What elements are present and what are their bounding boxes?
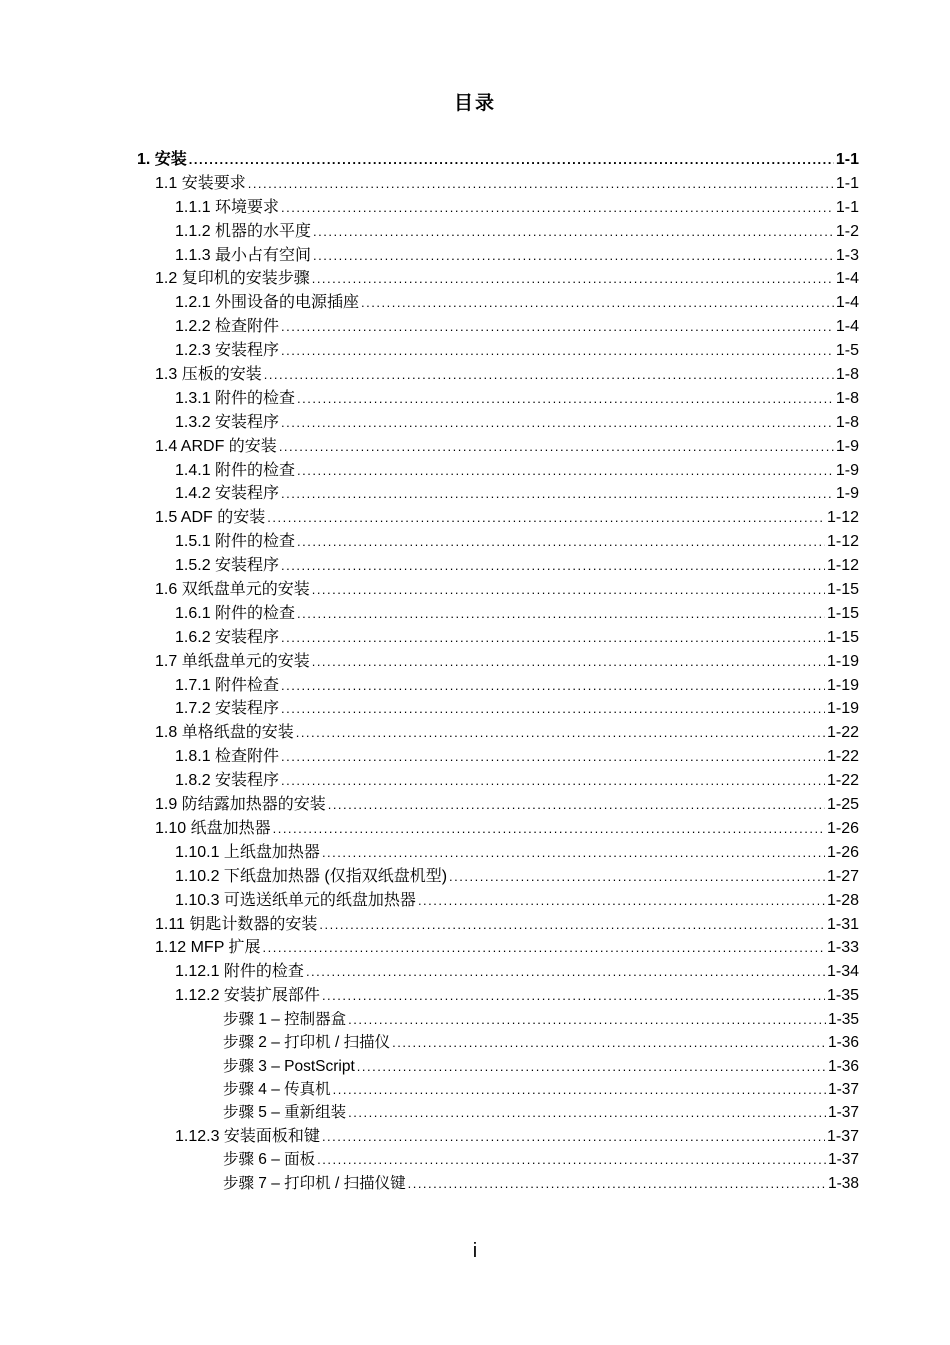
toc-entry-label: 1.7.2 安装程序 — [175, 700, 280, 718]
table-of-contents — [137, 148, 859, 1195]
toc-entry-page: 1-12 — [826, 557, 859, 575]
toc-entry-label: 1.12.3 安装面板和键 — [175, 1127, 320, 1145]
toc-entry-label: 1.9 防结露加热器的安装 — [155, 796, 326, 814]
toc-entry-page: 1-9 — [835, 485, 859, 503]
dot-leader — [322, 1125, 825, 1149]
toc-entry-label: 步骤 7 – 打印机 / 扫描仪键 — [223, 1174, 406, 1192]
toc-entry-label: 1.2 复印机的安装步骤 — [155, 270, 310, 288]
toc-entry-label: 1.6.2 安装程序 — [175, 628, 280, 646]
toc-entry[interactable] — [137, 172, 859, 196]
toc-entry[interactable] — [137, 984, 859, 1008]
toc-entry-label: 1.1.1 环境要求 — [175, 198, 280, 216]
dot-leader — [281, 339, 834, 363]
dot-leader — [248, 172, 834, 196]
dot-leader — [281, 196, 834, 220]
toc-entry-page: 1-4 — [835, 270, 859, 288]
toc-entry-page: 1-36 — [827, 1034, 859, 1052]
toc-entry[interactable] — [137, 267, 859, 291]
toc-entry-label: 1.1.2 机器的水平度 — [175, 222, 312, 240]
toc-entry-label: 步骤 1 – 控制器盒 — [223, 1011, 347, 1029]
toc-entry[interactable] — [137, 220, 859, 244]
toc-entry-page: 1-25 — [826, 796, 859, 814]
toc-entry-page: 1-22 — [826, 772, 859, 790]
toc-entry-page: 1-12 — [826, 533, 859, 551]
toc-entry[interactable] — [137, 244, 859, 268]
page-title: 目录 — [453, 92, 496, 114]
toc-entry[interactable] — [137, 482, 859, 506]
toc-entry[interactable] — [137, 960, 859, 984]
toc-entry[interactable] — [137, 1078, 859, 1101]
dot-leader — [328, 793, 825, 817]
dot-leader — [296, 721, 825, 745]
toc-entry-page: 1-3 — [835, 246, 859, 264]
toc-entry[interactable] — [137, 769, 859, 793]
toc-entry[interactable] — [137, 1148, 859, 1171]
toc-entry[interactable] — [137, 865, 859, 889]
toc-entry[interactable] — [137, 148, 859, 172]
toc-entry-page: 1-19 — [826, 676, 859, 694]
toc-entry-page: 1-33 — [826, 939, 859, 957]
dot-leader — [263, 936, 825, 960]
dot-leader — [313, 220, 834, 244]
toc-entry-label: 1.6.1 附件的检查 — [175, 604, 296, 622]
toc-entry[interactable] — [137, 506, 859, 530]
toc-entry-label: 1.5.2 安装程序 — [175, 557, 280, 575]
toc-entry[interactable] — [137, 1172, 859, 1195]
toc-entry-page: 1-31 — [826, 915, 859, 933]
dot-leader — [273, 817, 825, 841]
toc-entry-page: 1-5 — [835, 342, 859, 360]
toc-entry-page: 1-38 — [827, 1174, 859, 1192]
dot-leader — [267, 506, 825, 530]
dot-leader — [281, 745, 825, 769]
dot-leader — [357, 1055, 826, 1078]
dot-leader — [312, 578, 825, 602]
toc-entry-label: 1.2.2 检查附件 — [175, 318, 280, 336]
toc-entry-page: 1-4 — [835, 294, 859, 312]
toc-entry-label: 1.5.1 附件的检查 — [175, 533, 296, 551]
toc-entry[interactable] — [137, 459, 859, 483]
toc-entry-label: 1.8.1 检查附件 — [175, 748, 280, 766]
toc-entry-page: 1-34 — [826, 963, 859, 981]
dot-leader — [281, 554, 825, 578]
dot-leader — [297, 530, 825, 554]
toc-entry-page: 1-4 — [835, 318, 859, 336]
toc-entry-page: 1-22 — [826, 724, 859, 742]
dot-leader — [281, 626, 825, 650]
toc-entry[interactable] — [137, 936, 859, 960]
toc-entry-label: 1.8.2 安装程序 — [175, 772, 280, 790]
toc-entry-label: 1.10.2 下纸盘加热器 (仅指双纸盘机型) — [175, 867, 448, 885]
dot-leader — [348, 1101, 826, 1124]
toc-entry-page: 1-35 — [826, 987, 859, 1005]
dot-leader — [281, 482, 834, 506]
toc-entry[interactable] — [137, 674, 859, 698]
dot-leader — [348, 1008, 826, 1031]
dot-leader — [281, 411, 834, 435]
toc-entry-label: 步骤 3 – PostScript — [223, 1057, 355, 1075]
toc-entry-label: 步骤 4 – 传真机 — [223, 1080, 331, 1098]
toc-entry-page: 1-37 — [827, 1080, 859, 1098]
toc-entry-label: 1.1.3 最小占有空间 — [175, 246, 312, 264]
dot-leader — [279, 435, 834, 459]
toc-entry-page: 1-9 — [835, 437, 859, 455]
dot-leader — [392, 1031, 826, 1054]
dot-leader — [281, 674, 825, 698]
toc-entry-page: 1-19 — [826, 652, 859, 670]
toc-entry-page: 1-1 — [835, 174, 859, 192]
toc-entry[interactable] — [137, 339, 859, 363]
toc-entry[interactable] — [137, 626, 859, 650]
toc-entry[interactable] — [137, 1055, 859, 1078]
toc-entry-label: 步骤 6 – 面板 — [223, 1151, 316, 1169]
dot-leader — [322, 984, 825, 1008]
toc-entry-label: 1.4.1 附件的检查 — [175, 461, 296, 479]
toc-entry[interactable] — [137, 817, 859, 841]
dot-leader — [306, 960, 825, 984]
dot-leader — [281, 697, 825, 721]
toc-entry-page: 1-1 — [835, 198, 859, 216]
toc-entry-page: 1-12 — [826, 509, 859, 527]
toc-entry[interactable] — [137, 530, 859, 554]
toc-entry-label: 1.12 MFP 扩展 — [155, 939, 261, 957]
toc-entry[interactable] — [137, 697, 859, 721]
dot-leader — [264, 363, 834, 387]
dot-leader — [449, 865, 825, 889]
toc-entry[interactable] — [137, 387, 859, 411]
toc-entry[interactable] — [137, 889, 859, 913]
toc-entry[interactable] — [137, 721, 859, 745]
toc-entry-label: 1.3 压板的安装 — [155, 366, 262, 384]
toc-entry-page: 1-26 — [826, 819, 859, 837]
toc-entry[interactable] — [137, 793, 859, 817]
toc-entry[interactable] — [137, 411, 859, 435]
toc-entry-label: 1.6 双纸盘单元的安装 — [155, 581, 310, 599]
dot-leader — [312, 267, 834, 291]
toc-entry[interactable] — [137, 602, 859, 626]
toc-entry-label: 1.12.1 附件的检查 — [175, 963, 304, 981]
toc-entry[interactable] — [137, 554, 859, 578]
toc-entry-label: 步骤 2 – 打印机 / 扫描仪 — [223, 1034, 391, 1052]
toc-entry[interactable] — [137, 578, 859, 602]
toc-entry[interactable] — [137, 913, 859, 937]
toc-entry-label: 1.3.1 附件的检查 — [175, 389, 296, 407]
toc-entry-page: 1-37 — [827, 1151, 859, 1169]
dot-leader — [313, 244, 834, 268]
toc-entry-page: 1-19 — [826, 700, 859, 718]
toc-entry-page: 1-37 — [827, 1104, 859, 1122]
toc-entry-label: 1.4 ARDF 的安装 — [155, 437, 277, 455]
toc-entry-label: 1. 安装 — [137, 151, 187, 168]
toc-entry-page: 1-15 — [826, 628, 859, 646]
toc-entry-page: 1-27 — [826, 867, 859, 885]
dot-leader — [322, 841, 825, 865]
toc-entry[interactable] — [137, 1101, 859, 1124]
toc-entry-label: 1.10.1 上纸盘加热器 — [175, 843, 320, 861]
toc-entry-label: 1.7.1 附件检查 — [175, 676, 280, 694]
toc-entry[interactable] — [137, 650, 859, 674]
toc-entry-label: 步骤 5 – 重新组装 — [223, 1104, 347, 1122]
toc-entry-label: 1.8 单格纸盘的安装 — [155, 724, 294, 742]
dot-leader — [408, 1172, 826, 1195]
toc-entry[interactable] — [137, 1125, 859, 1149]
toc-entry-page: 1-37 — [826, 1127, 859, 1145]
toc-entry-page: 1-8 — [835, 413, 859, 431]
toc-entry-label: 1.2.1 外围设备的电源插座 — [175, 294, 360, 312]
toc-entry-page: 1-35 — [827, 1011, 859, 1029]
toc-entry-label: 1.5 ADF 的安装 — [155, 509, 266, 527]
toc-entry-label: 1.12.2 安装扩展部件 — [175, 987, 320, 1005]
toc-entry[interactable] — [137, 363, 859, 387]
toc-entry-page: 1-8 — [835, 366, 859, 384]
dot-leader — [333, 1078, 826, 1101]
toc-entry[interactable] — [137, 1031, 859, 1054]
page-number: i — [472, 1240, 478, 1262]
toc-entry-label: 1.7 单纸盘单元的安装 — [155, 652, 310, 670]
dot-leader — [312, 650, 825, 674]
dot-leader — [319, 913, 825, 937]
toc-entry-page: 1-15 — [826, 581, 859, 599]
toc-entry-page: 1-36 — [827, 1057, 859, 1075]
dot-leader — [189, 148, 834, 172]
toc-entry[interactable] — [137, 196, 859, 220]
toc-entry[interactable] — [137, 291, 859, 315]
toc-entry[interactable] — [137, 1008, 859, 1031]
toc-entry-label: 1.1 安装要求 — [155, 174, 246, 192]
dot-leader — [317, 1148, 826, 1171]
dot-leader — [297, 387, 834, 411]
toc-entry-label: 1.10 纸盘加热器 — [155, 819, 271, 837]
toc-entry-page: 1-28 — [826, 891, 859, 909]
dot-leader — [281, 315, 834, 339]
toc-entry[interactable] — [137, 841, 859, 865]
dot-leader — [297, 602, 825, 626]
toc-entry-page: 1-26 — [826, 843, 859, 861]
toc-entry[interactable] — [137, 745, 859, 769]
dot-leader — [281, 769, 825, 793]
toc-entry-page: 1-22 — [826, 748, 859, 766]
toc-entry[interactable] — [137, 435, 859, 459]
toc-entry-page: 1-2 — [835, 222, 859, 240]
toc-entry-page: 1-1 — [835, 151, 859, 168]
dot-leader — [418, 889, 825, 913]
toc-entry-label: 1.4.2 安装程序 — [175, 485, 280, 503]
toc-entry-page: 1-9 — [835, 461, 859, 479]
toc-entry-label: 1.11 钥匙计数器的安装 — [155, 915, 318, 933]
toc-entry-page: 1-8 — [835, 389, 859, 407]
dot-leader — [361, 291, 834, 315]
toc-entry-label: 1.2.3 安装程序 — [175, 342, 280, 360]
dot-leader — [297, 459, 834, 483]
toc-entry-label: 1.3.2 安装程序 — [175, 413, 280, 431]
toc-entry-label: 1.10.3 可选送纸单元的纸盘加热器 — [175, 891, 416, 909]
toc-entry[interactable] — [137, 315, 859, 339]
toc-entry-page: 1-15 — [826, 604, 859, 622]
